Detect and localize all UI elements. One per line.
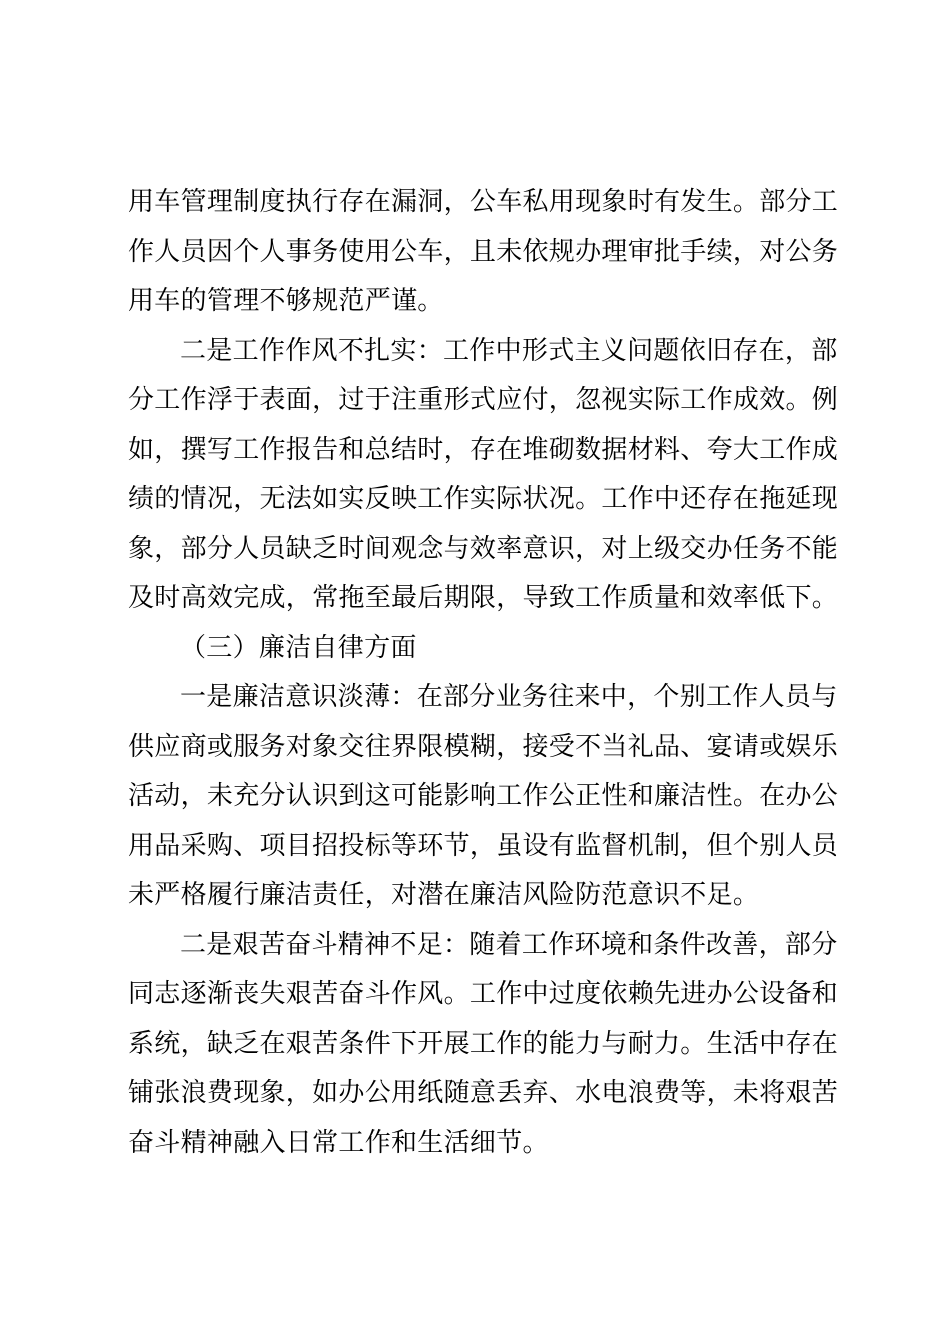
text-line: 象，部分人员缺乏时间观念与效率意识，对上级交办任务不能 [128,533,839,564]
text-line: 活动，未充分认识到这可能影响工作公正性和廉洁性。在办公 [128,781,839,811]
text-line: 奋斗精神融入日常工作和生活细节。 [128,1127,549,1158]
section-heading: （三）廉洁自律方面 [180,632,417,663]
paragraph-start-line: 二是工作作风不扎实：工作中形式主义问题依旧存在，部 [180,335,838,366]
paragraph-start-line: 二是艰苦奋斗精神不足：随着工作环境和条件改善，部分 [180,929,838,960]
text-line: 绩的情况，无法如实反映工作实际状况。工作中还存在拖延现 [128,484,839,514]
text-line: 用车管理制度执行存在漏洞，公车私用现象时有发生。部分工 [128,187,839,217]
document-body [128,178,839,1168]
text-line: 未严格履行廉洁责任，对潜在廉洁风险防范意识不足。 [128,880,760,910]
text-line: 铺张浪费现象，如办公用纸随意丢弃、水电浪费等，未将艰苦 [128,1078,839,1108]
text-line: 作人员因个人事务使用公车，且未依规办理审批手续，对公务 [128,236,839,267]
text-line: 供应商或服务对象交往界限模糊，接受不当礼品、宴请或娱乐 [128,731,839,762]
text-line: 分工作浮于表面，过于注重形式应付，忽视实际工作成效。例 [128,385,839,415]
text-line: 同志逐渐丧失艰苦奋斗作风。工作中过度依赖先进办公设备和 [128,979,839,1009]
text-line: 用品采购、项目招投标等环节，虽设有监督机制，但个别人员 [128,830,839,861]
text-line: 及时高效完成，常拖至最后期限，导致工作质量和效率低下。 [128,583,839,613]
text-line: 用车的管理不够规范严谨。 [128,286,444,316]
text-line: 如，撰写工作报告和总结时，存在堆砌数据材料、夸大工作成 [128,434,839,465]
text-line: 系统，缺乏在艰苦条件下开展工作的能力与耐力。生活中存在 [128,1028,839,1059]
paragraph-start-line: 一是廉洁意识淡薄：在部分业务往来中，个别工作人员与 [180,682,838,712]
